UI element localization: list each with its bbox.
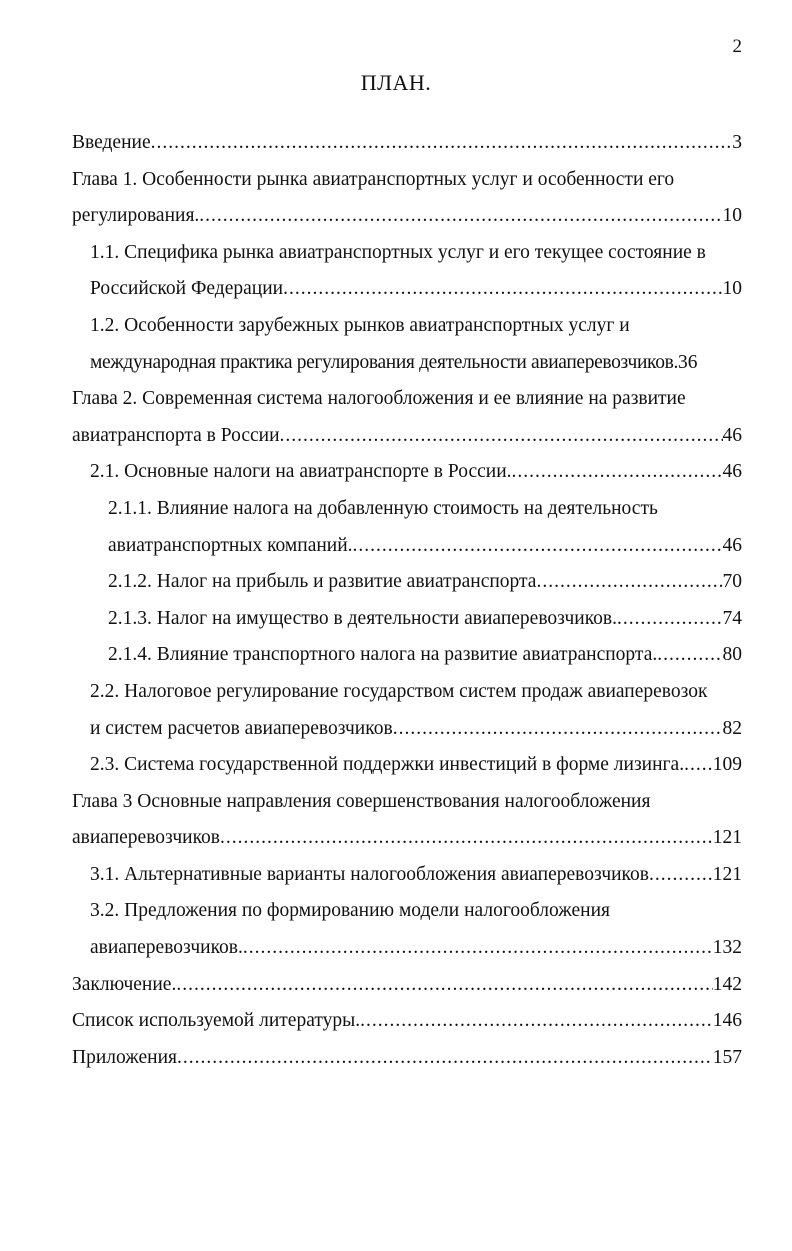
toc-entry (72, 747, 742, 784)
toc-entry-page: 46 (722, 424, 742, 446)
toc-entry-title: Глава 1. Особенности рынка авиатранспортных услуг и особенности его (72, 168, 675, 190)
page-title: ПЛАН. (360, 70, 432, 95)
toc-entry (72, 857, 742, 894)
dot-leader (393, 711, 723, 748)
toc-entry (72, 893, 742, 966)
toc-entry-page: 142 (712, 973, 742, 995)
toc-entry-page: 121 (712, 827, 742, 849)
toc-entry (72, 637, 742, 674)
toc-entry (72, 454, 742, 491)
toc-entry (72, 308, 742, 381)
toc-entry-page: 121 (712, 863, 742, 885)
toc-entry-page: 80 (722, 644, 742, 666)
toc-entry-title: 1.1. Специфика рынка авиатранспортных услуг и его текущее состояние в (90, 241, 706, 263)
toc-entry-page: 70 (722, 571, 742, 593)
dot-leader (649, 857, 713, 894)
toc-entry-page: 146 (712, 1010, 742, 1032)
dot-leader (220, 820, 713, 857)
toc-entry-title-continued: международная практика регулирования деятельности авиаперевозчиков. (90, 351, 678, 373)
toc-entry-title: 2.3. Система государственной поддержки инвестиций в форме лизинга. (90, 754, 685, 776)
toc-entry-title: 2.1. Основные налоги на авиатранспорте в России. (90, 461, 512, 483)
toc-entry-page: 46 (722, 461, 742, 483)
toc-entry-page: 157 (712, 1046, 742, 1068)
dot-leader (177, 1040, 713, 1077)
page-number: 2 (732, 36, 742, 57)
dot-leader (684, 747, 713, 784)
toc-entry-title: Введение (72, 132, 151, 153)
dot-leader (512, 454, 723, 491)
toc-entry-page: 3 (732, 132, 742, 153)
toc-entry-title-continued: авиаперевозчиков (72, 827, 221, 849)
dot-leader (657, 637, 722, 674)
toc-entry-page: 36 (677, 351, 698, 373)
table-of-contents (72, 125, 742, 1076)
dot-leader (280, 418, 723, 455)
toc-entry (72, 601, 742, 638)
toc-entry-title: 2.2. Налоговое регулирование государством систем продаж авиаперевозок (90, 680, 708, 702)
toc-entry-page: 82 (722, 717, 742, 739)
toc-entry-page: 46 (722, 534, 742, 556)
toc-entry-page: 10 (722, 278, 742, 300)
toc-entry-title: Глава 3 Основные направления совершенствования налогообложения (72, 790, 651, 812)
toc-entry-title: Список используемой литературы. (72, 1010, 361, 1032)
toc-entry-title: Приложения (72, 1046, 177, 1068)
toc-entry-title-continued: авиатранспортных компаний. (108, 534, 353, 556)
toc-entry-title: 3.2. Предложения по формированию модели налогообложения (90, 900, 610, 922)
toc-entry (72, 674, 742, 747)
toc-entry-title-continued: Российской Федерации (90, 278, 284, 300)
dot-leader (536, 564, 722, 601)
toc-entry (72, 235, 742, 308)
dot-leader (360, 1003, 713, 1040)
toc-entry (72, 1003, 742, 1040)
toc-entry-title: 2.1.1. Влияние налога на добавленную стоимость на деятельность (108, 497, 658, 519)
toc-entry (72, 564, 742, 601)
toc-entry-title-continued: регулирования. (72, 205, 200, 227)
dot-leader (283, 271, 722, 308)
toc-entry-title: 2.1.4. Влияние транспортного налога на развитие авиатранспорта. (108, 644, 658, 666)
toc-entry-page: 132 (712, 937, 742, 959)
toc-entry-title: 2.1.3. Налог на имущество в деятельности авиаперевозчиков. (108, 607, 618, 629)
toc-entry (72, 125, 742, 162)
toc-entry-page: 74 (722, 607, 742, 629)
dot-leader (243, 930, 713, 967)
toc-entry (72, 784, 742, 857)
dot-leader (151, 125, 733, 162)
toc-entry-page: 10 (722, 205, 742, 227)
toc-entry (72, 381, 742, 454)
dot-leader (353, 528, 723, 565)
toc-entry-title-continued: авиаперевозчиков. (90, 937, 243, 959)
dot-leader (176, 967, 712, 1004)
toc-entry-title-continued: и систем расчетов авиаперевозчиков (90, 717, 393, 739)
dot-leader (617, 601, 722, 638)
toc-entry-title: 3.1. Альтернативные варианты налогообложения авиаперевозчиков (90, 863, 649, 885)
toc-entry (72, 491, 742, 564)
toc-entry-title-continued: авиатранспорта в России (72, 424, 280, 446)
toc-entry (72, 967, 742, 1004)
toc-entry-title: 1.2. Особенности зарубежных рынков авиатранспортных услуг и (90, 314, 630, 336)
dot-leader (199, 198, 722, 235)
toc-entry (72, 162, 742, 235)
toc-entry-page: 109 (712, 754, 742, 776)
toc-entry-title: 2.1.2. Налог на прибыль и развитие авиатранспорта (108, 571, 537, 593)
toc-entry (72, 1040, 742, 1077)
toc-entry-title: Заключение. (72, 973, 177, 995)
toc-entry-title: Глава 2. Современная система налогообложения и ее влияние на развитие (72, 388, 686, 410)
